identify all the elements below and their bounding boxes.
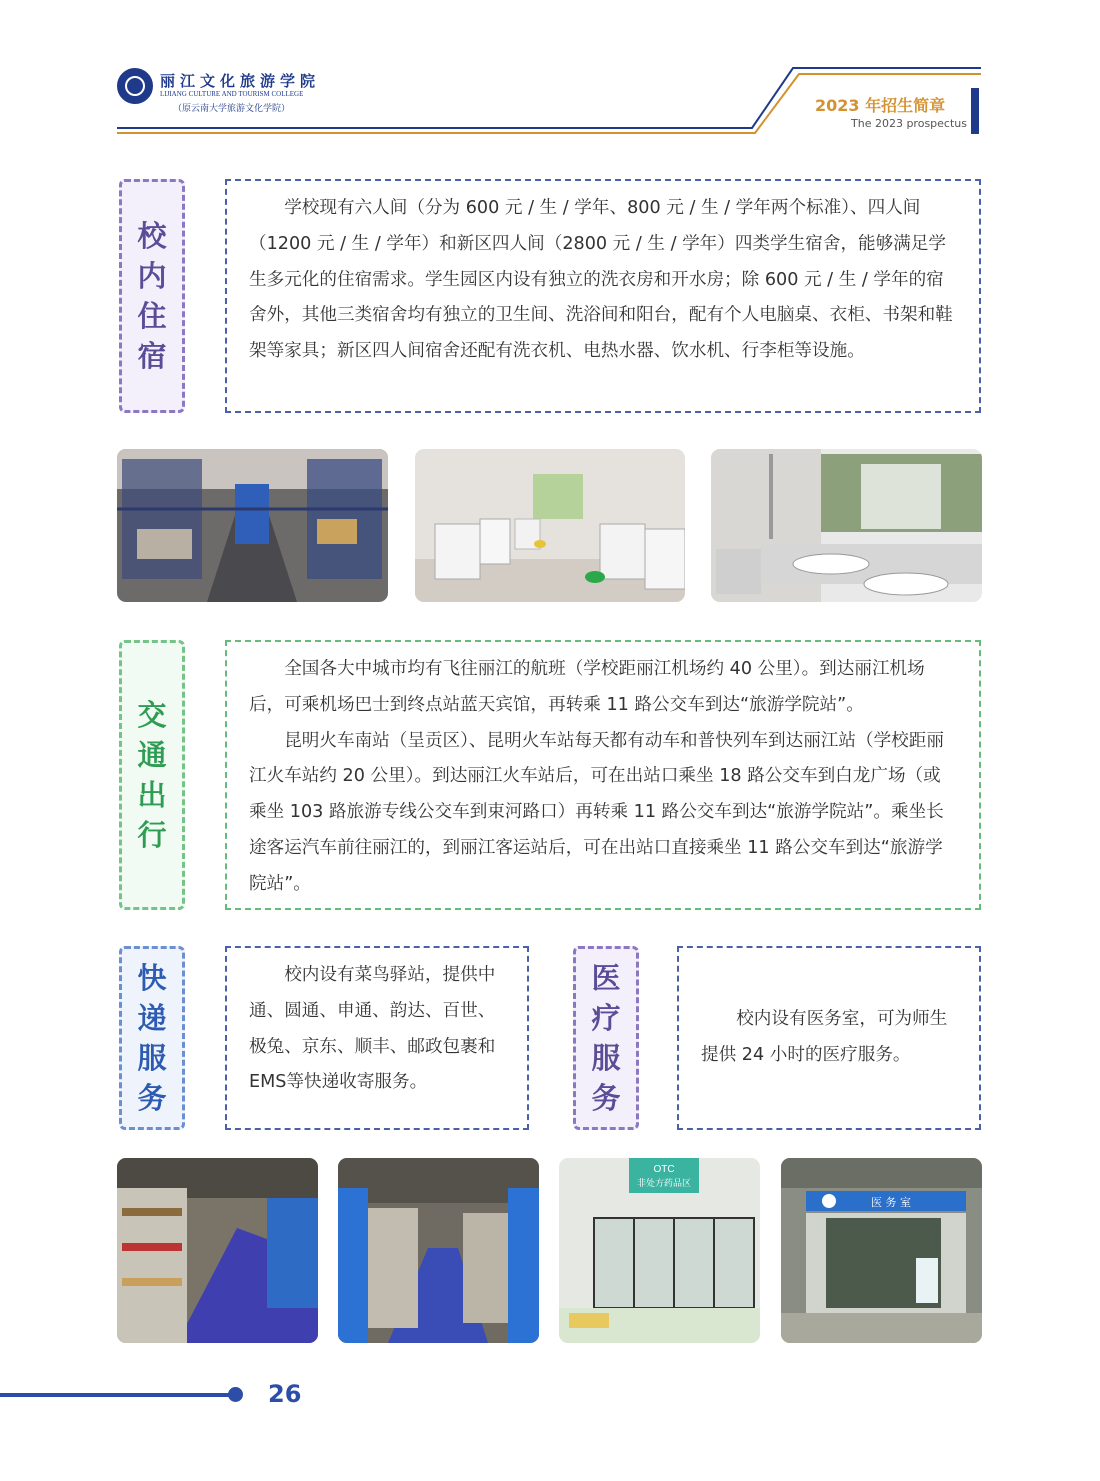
page-number: 26 (268, 1380, 302, 1408)
label-char: 服 (137, 1041, 167, 1075)
label-char: 内 (137, 259, 167, 293)
section-label-medical (573, 946, 639, 1130)
dorm-room-photo (117, 449, 388, 602)
college-former-name: （原云南大学旅游文化学院） (173, 104, 291, 114)
express-station-photo-1 (117, 1158, 318, 1343)
medical-text-box (677, 946, 981, 1130)
express-text-box (225, 946, 529, 1130)
laundry-room-photo (415, 449, 685, 602)
brochure-subtitle: The 2023 prospectus (851, 117, 967, 130)
college-name-en: LIJIANG CULTURE AND TOURISM COLLEGE (160, 90, 304, 98)
pharmacy-photo (559, 1158, 760, 1343)
transport-paragraph-rail: 昆明火车南站（呈贡区）、昆明火车站每天都有动车和普快列车到达丽江站（学校距丽江火车站约 20 公里）。到达丽江火车站后，可在出站口乘坐 18 路公交车到白龙广场（或乘坐 103 路旅游专线公交车到束河路口）再转乘 11 路公交车到达“旅游学院站”。乘坐长途客运汽车前往丽江的，到丽江客运站后，可在出站口直接乘坐 11 路公交车到达“旅游学院站”。 (249, 730, 944, 894)
label-char: 出 (137, 778, 167, 812)
clinic-sign-text: 医 务 室 (871, 1196, 911, 1209)
label-char: 校 (137, 219, 167, 253)
label-char: 递 (137, 1001, 167, 1035)
header-accent-bar (971, 88, 979, 134)
housing-paragraph: 学校现有六人间（分为 600 元 / 生 / 学年、800 元 / 生 / 学年两个标准）、四人间（1200 元 / 生 / 学年）和新区四人间（2800 元 / 生 / 学年）四类学生宿舍，能够满足学生多元化的住宿需求。学生园区内设有独立的洗衣房和开水房；除 600 元 / 生 / 学年的宿舍外，其他三类宿舍均有独立的卫生间、洗浴间和阳台，配有个人电脑桌、衣柜、书架和鞋架等家具；新区四人间宿舍还配有洗衣机、电热水器、饮水机、行李柜等设施。 (249, 198, 953, 362)
section-label-transport (119, 640, 185, 910)
express-paragraph: 校内设有菜鸟驿站，提供中通、圆通、申通、韵达、百世、极兔、京东、顺丰、邮政包裹和EMS等快递收寄服务。 (249, 965, 496, 1093)
college-name-cn: 丽江文化旅游学院 (160, 72, 321, 90)
housing-text-box (225, 179, 981, 413)
footer-dot (228, 1387, 243, 1402)
label-char: 疗 (591, 1001, 621, 1035)
label-char: 行 (137, 818, 167, 852)
medical-paragraph: 校内设有医务室，可为师生提供 24 小时的医疗服务。 (701, 1009, 948, 1065)
footer-line (0, 1393, 232, 1397)
label-char: 务 (137, 1081, 167, 1115)
label-char: 住 (137, 299, 167, 333)
label-char: 快 (137, 961, 167, 995)
label-char: 宿 (137, 339, 167, 373)
label-char: 务 (591, 1081, 621, 1115)
express-station-photo-2 (338, 1158, 539, 1343)
transport-paragraph-air: 全国各大中城市均有飞往丽江的航班（学校距丽江机场约 40 公里）。到达丽江机场后，可乘机场巴士到终点站蓝天宾馆，再转乘 11 路公交车到达“旅游学院站”。 (249, 659, 925, 715)
clinic-entrance-photo (781, 1158, 982, 1343)
brochure-title: 2023 年招生简章 (815, 96, 946, 115)
pharmacy-sign-area: 非处方药品区 (636, 1179, 692, 1189)
transport-text-box (225, 640, 981, 910)
label-char: 服 (591, 1041, 621, 1075)
label-char: 医 (591, 961, 621, 995)
section-label-express (119, 946, 185, 1130)
label-char: 交 (137, 698, 167, 732)
section-label-housing (119, 179, 185, 413)
pharmacy-sign-otc: OTC (653, 1164, 675, 1175)
bathroom-sink-photo (711, 449, 982, 602)
label-char: 通 (137, 738, 167, 772)
